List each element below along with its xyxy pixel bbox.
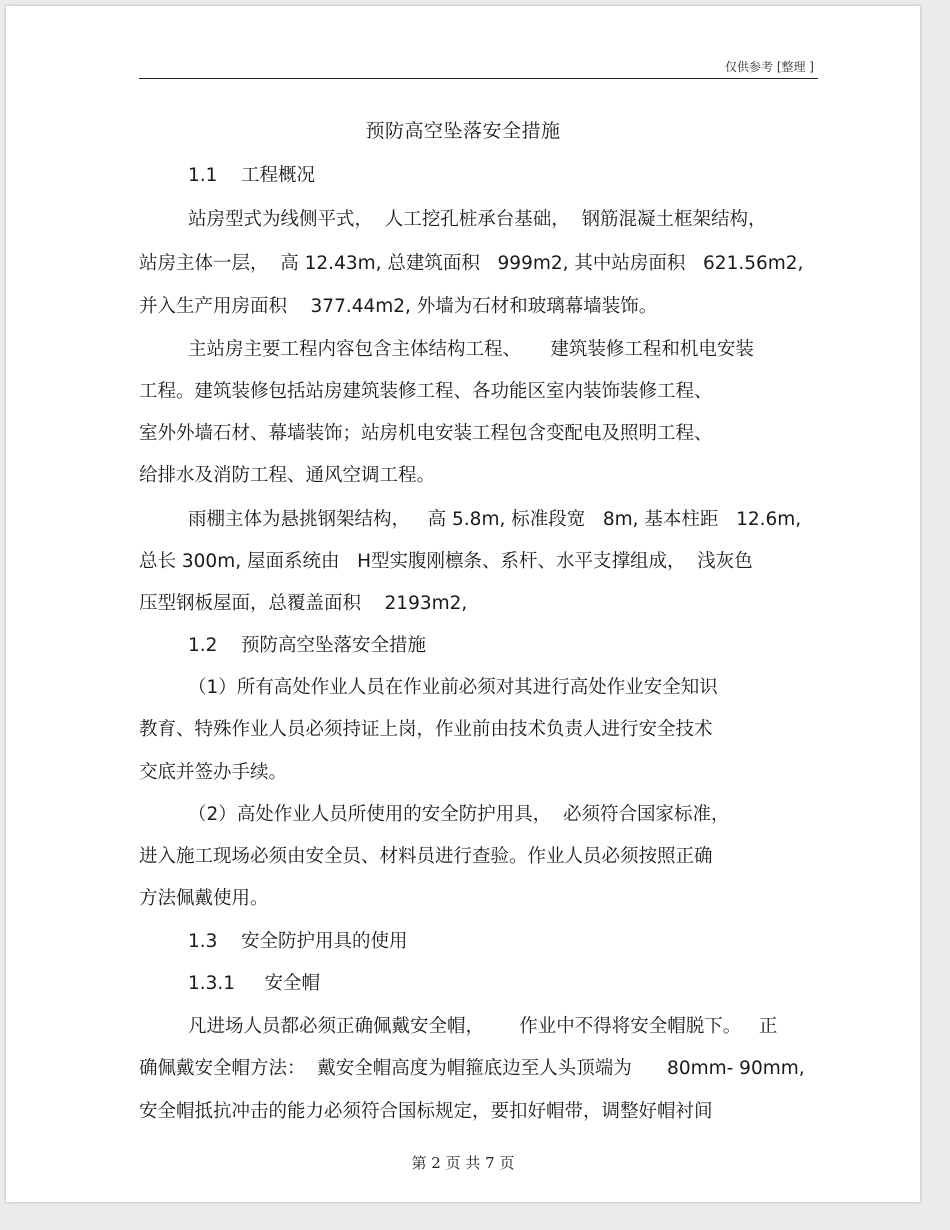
section-heading-1-3-1: 1.3.1 安全帽: [188, 973, 320, 994]
paragraph-line: 雨棚主体为悬挑钢架结构， 高 5.8m, 标准段宽 8m, 基本柱距 12.6m,: [188, 509, 802, 530]
paragraph-line: 教育、特殊作业人员必须持证上岗，作业前由技术负责人进行安全技术: [139, 719, 713, 740]
paragraph-line: 并入生产用房面积 377.44m2, 外墙为石材和玻璃幕墙装饰。: [139, 296, 658, 317]
paragraph-line: 主站房主要工程内容包含主体结构工程、 建筑装修工程和机电安装: [188, 339, 754, 360]
paragraph-line: （1）所有高处作业人员在作业前必须对其进行高处作业安全知识: [188, 677, 718, 698]
paragraph-line: 方法佩戴使用。: [139, 888, 269, 909]
paragraph-line: 交底并签办手续。: [139, 762, 288, 783]
paragraph-line: 安全帽抵抗冲击的能力必须符合国标规定，要扣好帽带，调整好帽衬间: [139, 1101, 713, 1122]
section-heading-1-1: 1.1 工程概况: [188, 165, 315, 186]
paragraph-line: 压型钢板屋面，总覆盖面积 2193m2,: [139, 593, 468, 614]
paragraph-line: 工程。建筑装修包括站房建筑装修工程、各功能区室内装饰装修工程、: [139, 381, 713, 402]
paragraph-line: （2）高处作业人员所使用的安全防护用具， 必须符合国家标准，: [188, 804, 730, 825]
paragraph-line: 总长 300m, 屋面系统由 H型实腹刚檩条、系杆、水平支撑组成， 浅灰色: [139, 551, 753, 572]
paragraph-line: 室外外墙石材、幕墙装饰；站房机电安装工程包含变配电及照明工程、: [139, 423, 713, 444]
paragraph-line: 站房型式为线侧平式， 人工挖孔桩承台基础， 钢筋混凝土框架结构，: [188, 209, 767, 230]
page-header: [139, 56, 818, 79]
paragraph-line: 给排水及消防工程、通风空调工程。: [139, 465, 436, 486]
document-page: [6, 6, 920, 1202]
paragraph-line: 进入施工现场必须由安全员、材料员进行查验。作业人员必须按照正确: [139, 846, 713, 867]
paragraph-line: 凡进场人员都必须正确佩戴安全帽， 作业中不得将安全帽脱下。 正: [188, 1016, 778, 1037]
header-note: 仅供参考 [整理 ]: [725, 60, 814, 74]
section-heading-1-3: 1.3 安全防护用具的使用: [188, 931, 408, 952]
paragraph-line: 站房主体一层， 高 12.43m, 总建筑面积 999m2, 其中站房面积 621.56m2,: [139, 253, 804, 274]
document-title: 预防高空坠落安全措施: [365, 120, 561, 142]
paragraph-line: 确佩戴安全帽方法： 戴安全帽高度为帽箍底边至人头顶端为 80mm- 90mm,: [139, 1058, 805, 1079]
page-number: 第 2 页 共 7 页: [411, 1154, 515, 1172]
section-heading-1-2: 1.2 预防高空坠落安全措施: [188, 635, 426, 656]
